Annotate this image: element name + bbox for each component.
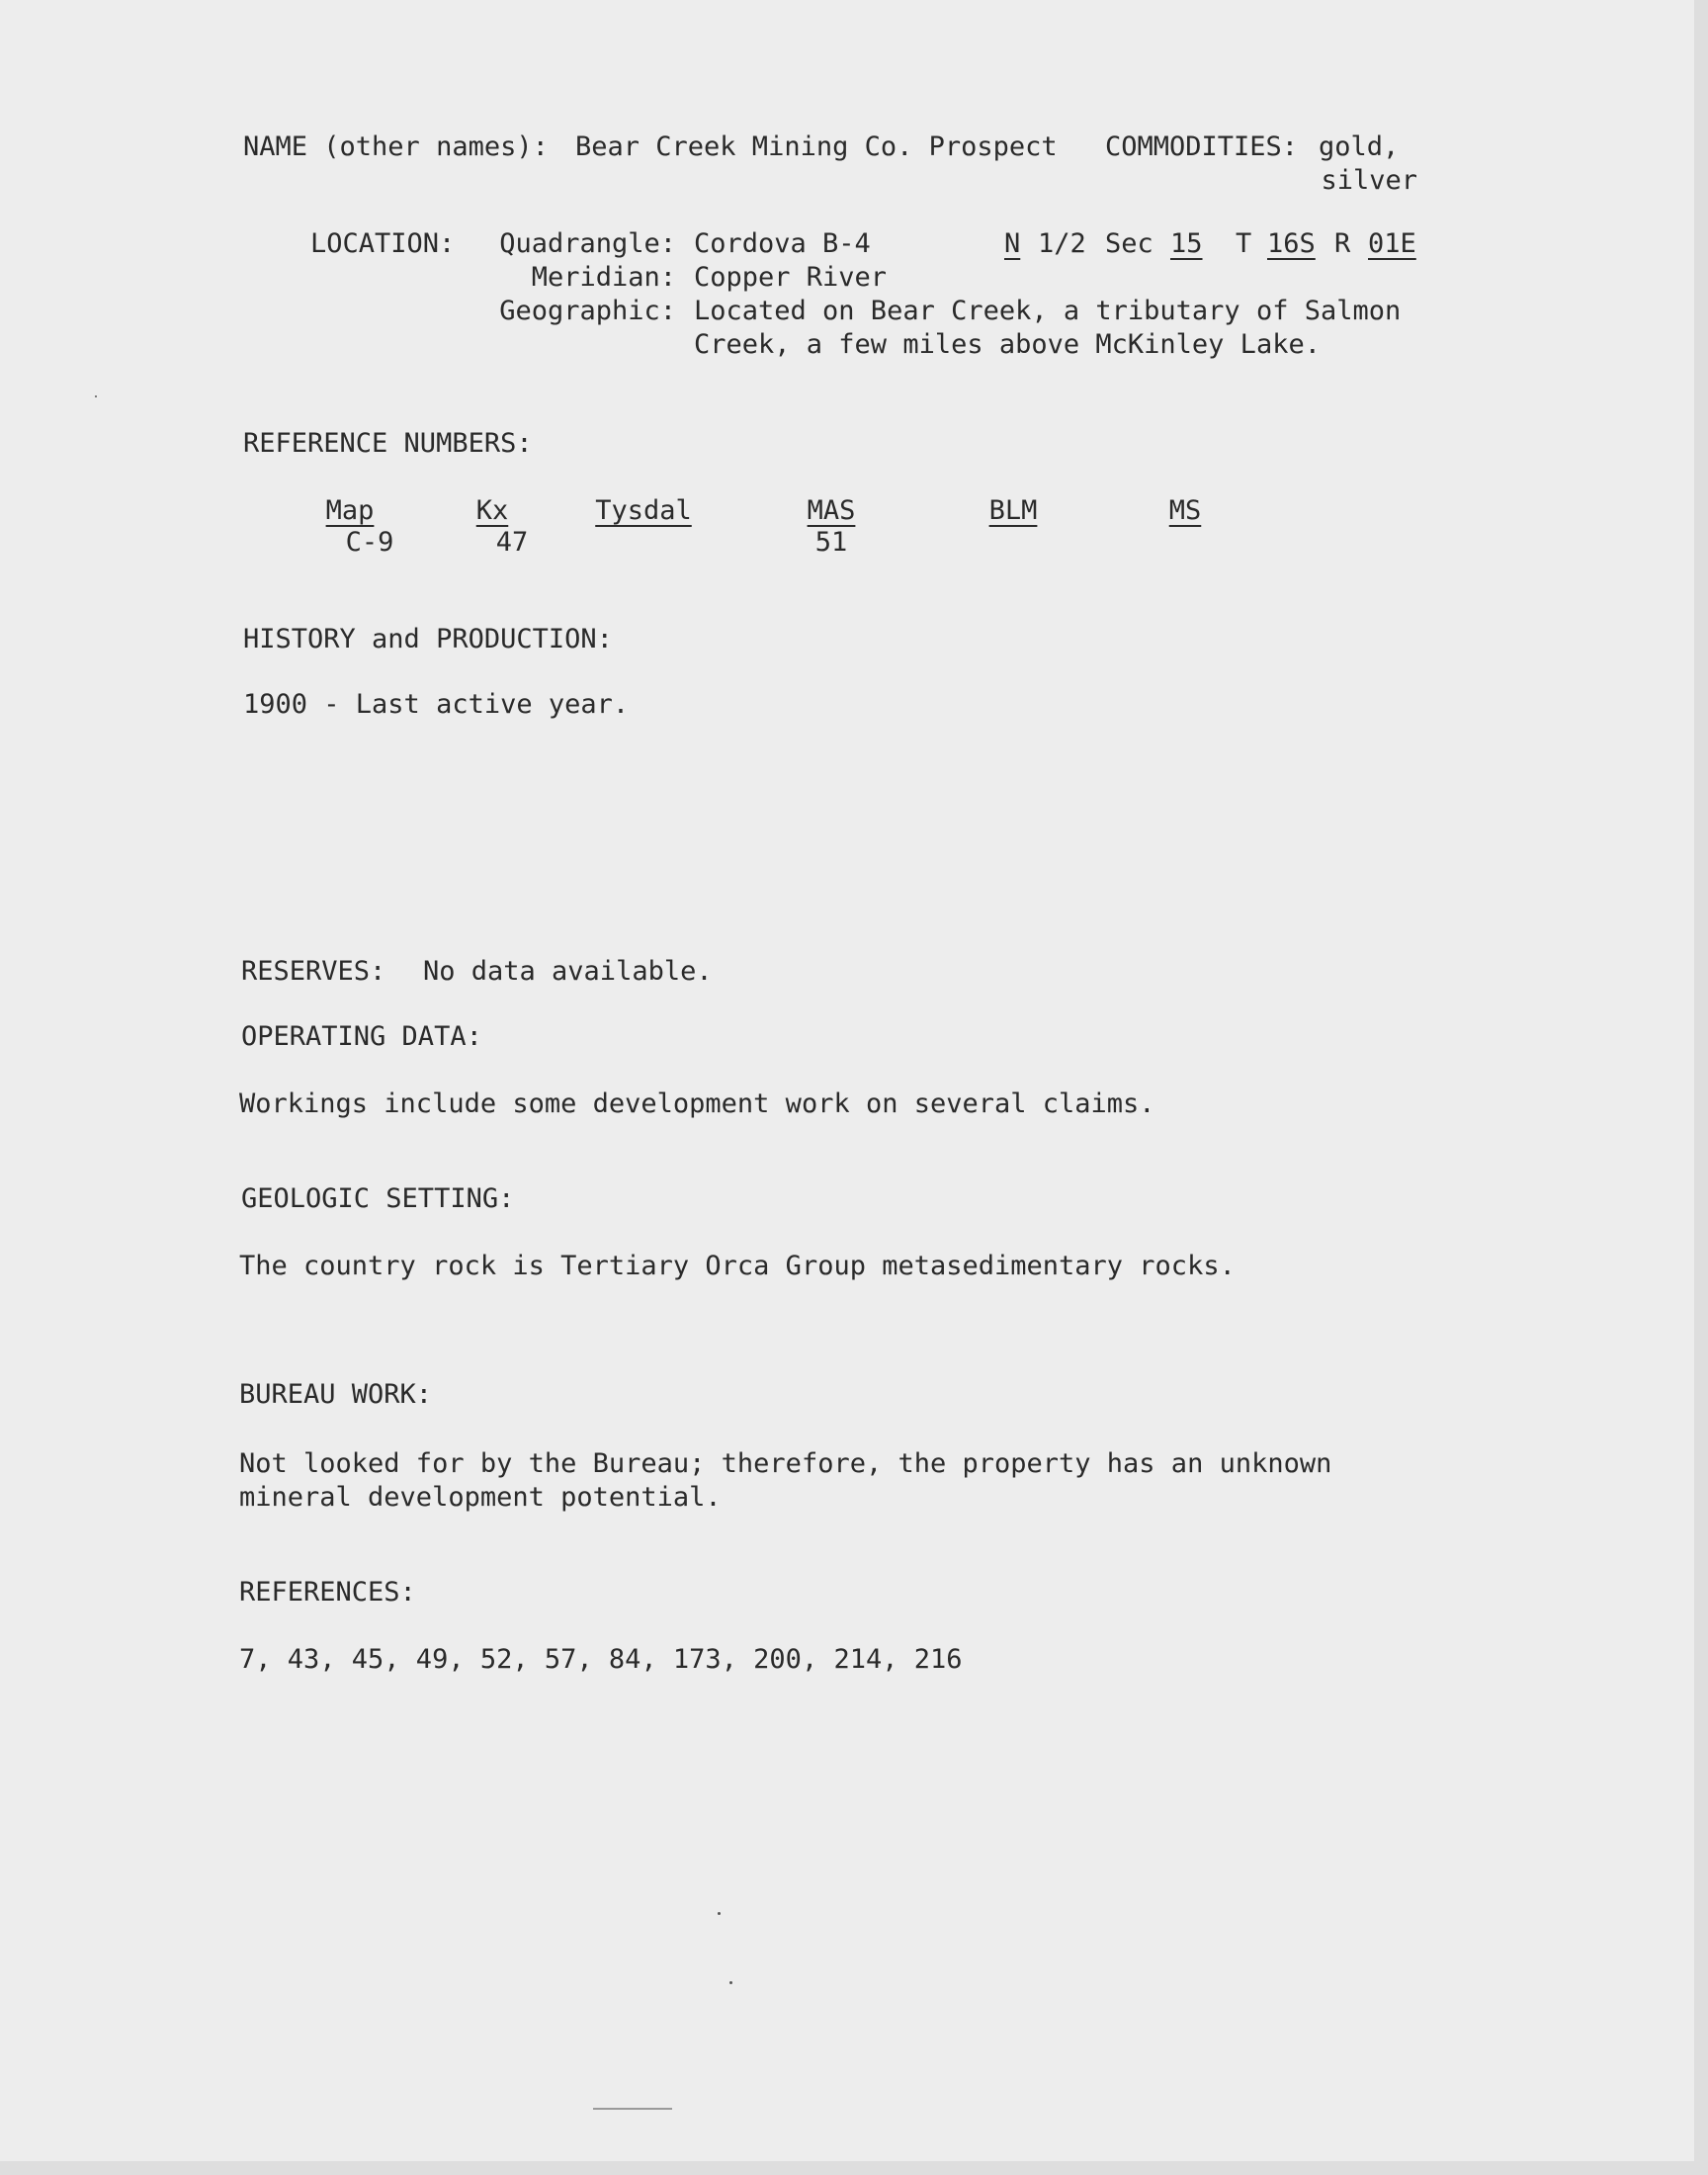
ref-value-mas: 51 — [814, 527, 848, 558]
section-part: N — [1004, 228, 1021, 259]
name-value: Bear Creek Mining Co. Prospect — [575, 131, 1058, 162]
operating-text: Workings include some development work on several claims. — [239, 1088, 1155, 1119]
reserves-text: No data available. — [423, 956, 713, 987]
ref-header-tysdal: Tysdal — [595, 495, 692, 526]
geographic-label: Geographic: — [499, 296, 676, 326]
scan-edge-bottom — [0, 2161, 1708, 2175]
ref-value-map: C-9 — [345, 527, 394, 558]
geographic-line2: Creek, a few miles above McKinley Lake. — [694, 329, 1321, 360]
meridian-label: Meridian: — [531, 262, 676, 293]
location-label: LOCATION: — [310, 228, 456, 259]
scan-speck — [718, 1912, 721, 1915]
history-title: HISTORY and PRODUCTION: — [243, 624, 613, 654]
reference-numbers-title: REFERENCE NUMBERS: — [243, 428, 533, 459]
geographic-line1: Located on Bear Creek, a tributary of Salmon — [694, 296, 1402, 326]
geologic-title: GEOLOGIC SETTING: — [241, 1183, 515, 1214]
ref-header-kx: Kx — [475, 495, 509, 526]
scan-edge-right — [1694, 0, 1708, 2175]
reserves-title: RESERVES: — [241, 956, 386, 987]
quadrangle-value: Cordova B-4 — [694, 228, 871, 259]
history-text: 1900 - Last active year. — [243, 689, 630, 720]
name-label: NAME (other names): — [243, 131, 549, 162]
references-text: 7, 43, 45, 49, 52, 57, 84, 173, 200, 214, 216 — [239, 1644, 963, 1675]
ref-header-blm: BLM — [988, 495, 1038, 526]
commodities-line1: gold, — [1319, 131, 1400, 162]
township-value: 16S — [1267, 228, 1316, 259]
ref-value-kx: 47 — [495, 527, 529, 558]
bureau-title: BUREAU WORK: — [239, 1379, 433, 1410]
commodities-line2: silver — [1321, 165, 1417, 196]
sec-value: 15 — [1170, 228, 1203, 259]
meridian-value: Copper River — [694, 262, 888, 293]
geologic-text: The country rock is Tertiary Orca Group metasedimentary rocks. — [239, 1251, 1236, 1281]
bureau-line2: mineral development potential. — [239, 1482, 722, 1513]
references-title: REFERENCES: — [239, 1577, 416, 1608]
quadrangle-label: Quadrangle: — [499, 228, 676, 259]
ref-header-mas: MAS — [807, 495, 856, 526]
ref-header-ms: MS — [1168, 495, 1202, 526]
township-label: T — [1236, 228, 1252, 259]
range-value: 01E — [1368, 228, 1416, 259]
commodities-label: COMMODITIES: — [1105, 131, 1299, 162]
bureau-line1: Not looked for by the Bureau; therefore, the property has an unknown — [239, 1448, 1332, 1479]
ref-header-map: Map — [325, 495, 375, 526]
sec-label: Sec — [1105, 228, 1153, 259]
range-label: R — [1334, 228, 1351, 259]
scan-speck — [95, 395, 97, 397]
scan-mark — [593, 2108, 672, 2110]
operating-title: OPERATING DATA: — [241, 1021, 482, 1052]
scan-speck — [729, 1981, 732, 1984]
section-fraction: 1/2 — [1038, 228, 1086, 259]
